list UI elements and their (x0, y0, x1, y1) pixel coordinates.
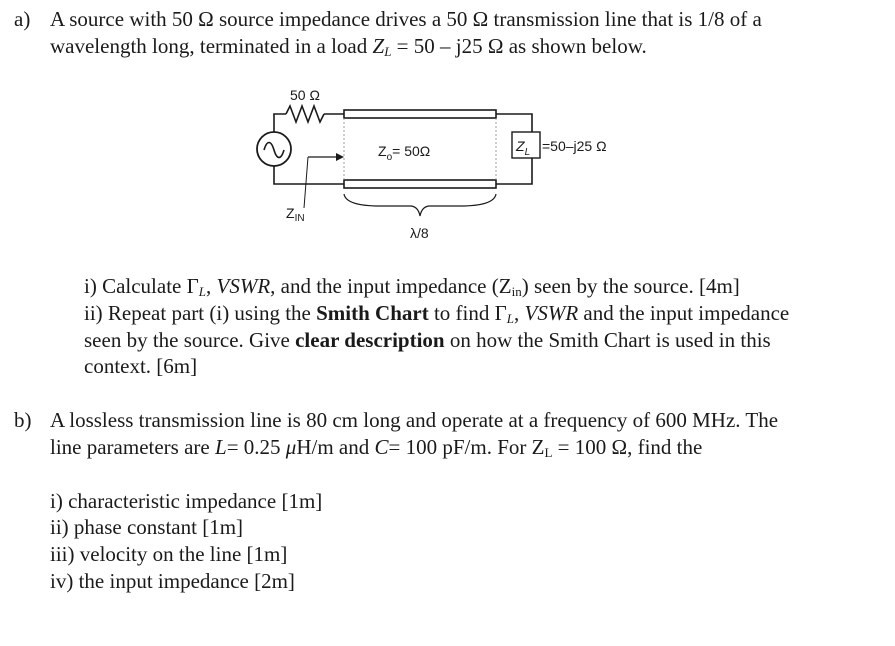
bottom-conductor (344, 180, 496, 188)
zin-arrowhead-icon (336, 153, 344, 161)
transmission-line-circuit-diagram (240, 84, 640, 246)
load-value: =50–j25 Ω (542, 138, 607, 154)
part-a-intro-line-1: A source with 50 Ω source impedance drives a 50 Ω transmission line that is 1/8 of a (50, 7, 762, 31)
question-b-iii: iii) velocity on the line [1m] (50, 542, 288, 566)
question-b-iv: iv) the input impedance [2m] (50, 569, 295, 593)
source-top-wire (274, 114, 286, 132)
part-b-label: b) (14, 408, 32, 432)
load-bottom-wire (496, 158, 532, 184)
zin-label: $Z_{IN}$ (286, 205, 305, 224)
question-a-i: i) Calculate $\Gamma_L$, VSWR, and the input impedance $(Z_{in})$ seen by the source. [4m] (84, 274, 740, 299)
intro-text-end: = 50 – j25 Ω as shown below. (391, 34, 647, 58)
question-b-i: i) characteristic impedance [1m] (50, 489, 323, 513)
load-symbol: Z (372, 34, 385, 58)
intro-text: wavelength long, terminated in a load (50, 34, 373, 58)
part-b-intro-line-1: A lossless transmission line is 80 cm long and operate at a frequency of 600 MHz. The (50, 408, 779, 432)
question-a-ii-line-2: seen by the source. Give clear description on how the Smith Chart is used in this (84, 328, 771, 352)
question-a-ii-line-3: context. [6m] (84, 354, 198, 378)
top-conductor (344, 110, 496, 118)
part-a-intro-line-2 (50, 33, 647, 59)
line-impedance-label: $Z_o= 50\Omega$ (378, 143, 431, 163)
question-b-ii: ii) phase constant [1m] (50, 515, 244, 539)
load-symbol-sub: L (384, 44, 392, 59)
source-resistor (286, 106, 324, 122)
length-brace (344, 194, 496, 216)
part-b-intro-line-2: line parameters are L= 0.25 μH/m and C= 100 pF/m. For $Z_L = 100$ Ω, find the (50, 435, 703, 460)
source-impedance-label: 50 Ω (290, 87, 320, 103)
load-top-wire (496, 114, 532, 132)
part-a-label: a) (14, 7, 31, 31)
source-bottom-wire (274, 166, 344, 184)
question-a-ii-line-1: ii) Repeat part (i) using the Smith Chart to find $\Gamma_L$, VSWR and the input impedance (84, 301, 790, 326)
load-label: $Z_L$ (516, 138, 531, 158)
length-label: λ/8 (410, 225, 429, 241)
zin-reference-tick (304, 157, 308, 208)
